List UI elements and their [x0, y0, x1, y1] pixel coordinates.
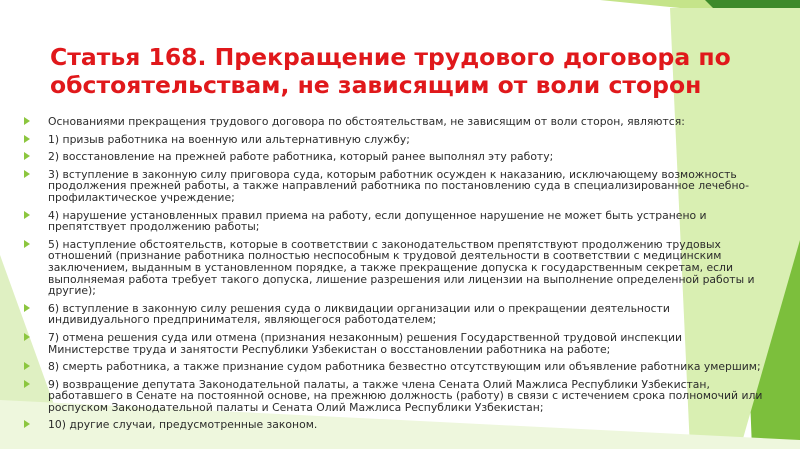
slide-title: Статья 168. Прекращение трудового договора по обстоятельствам, не зависящим от воли сторон	[50, 43, 731, 99]
list-item	[24, 134, 764, 146]
list-item	[24, 419, 764, 431]
list-item	[24, 332, 764, 355]
list-item-text: Основаниями прекращения трудового договора по обстоятельствам, не зависящим от воли сторон, являются:	[48, 115, 685, 128]
bullet-arrow-icon	[24, 170, 30, 178]
list-item	[24, 379, 764, 414]
list-item	[24, 303, 764, 326]
bullet-arrow-icon	[24, 135, 30, 143]
list-item	[24, 169, 764, 204]
list-item-text: 4) нарушение установленных правил приема на работу, если допущенное нарушение не может быть устранено и препятствует продолжению работы;	[48, 208, 707, 234]
list-item-text: 5) наступление обстоятельств, которые в соответствии с законодательством препятствуют продолжению трудовых отношений (признание работника полностью неспособным к трудовой деятельности в соответствии с медицинским заключением, выданным в установленном порядке, а также прекращение допуска к государственным секретам, если выполняемая работа требует такого допуска, лишение разрешения или лицензии на выполнение определенной работы и другие);	[48, 237, 755, 298]
bullet-arrow-icon	[24, 333, 30, 341]
list-item	[24, 361, 764, 373]
bullet-list	[24, 116, 764, 437]
bullet-arrow-icon	[24, 211, 30, 219]
list-item	[24, 116, 764, 128]
bullet-arrow-icon	[24, 117, 30, 125]
list-item-text: 10) другие случаи, предусмотренные законом.	[48, 418, 318, 432]
list-item	[24, 239, 764, 297]
bullet-arrow-icon	[24, 380, 30, 388]
list-item	[24, 151, 764, 163]
list-item-text: 7) отмена решения суда или отмена (признания незаконным) решения Государственной трудовой инспекции Министерстве труда и занятости Республики Узбекистан о восстановлении работника на работе;	[48, 330, 683, 356]
bullet-arrow-icon	[24, 152, 30, 160]
bullet-arrow-icon	[24, 362, 30, 370]
list-item-text: 2) восстановление на прежней работе работника, который ранее выполнял эту работу;	[48, 150, 554, 164]
bullet-arrow-icon	[24, 420, 30, 428]
list-item-text: 6) вступление в законную силу решения суда о ликвидации организации или о прекращении деятельности индивидуального предпринимателя, являющегося работодателем;	[48, 301, 670, 327]
bullet-arrow-icon	[24, 304, 30, 312]
list-item-text: 3) вступление в законную силу приговора суда, которым работник осужден к наказанию, исключающему возможность продолжения прежней работы, а также направлений работника по постановлению суда в специализированное лечебно-профилактическое учреждение;	[48, 167, 750, 204]
bullet-arrow-icon	[24, 240, 30, 248]
list-item-text: 1) призыв работника на военную или альтернативную службу;	[48, 132, 410, 146]
list-item	[24, 210, 764, 233]
list-item-text: 9) возвращение депутата Законодательной палаты, а также члена Сената Олий Мажлиса Республики Узбекистан, работавшего в Сенате на постоянной основе, на прежнюю должность (работу) в связи с истечением срока полномочий или роспуском Законодательной палаты и Сената Олий Мажлиса Республики Узбекистан;	[48, 377, 763, 414]
list-item-text: 8) смерть работника, а также признание судом работника безвестно отсутствующим или объявление работника умершим;	[48, 360, 761, 374]
